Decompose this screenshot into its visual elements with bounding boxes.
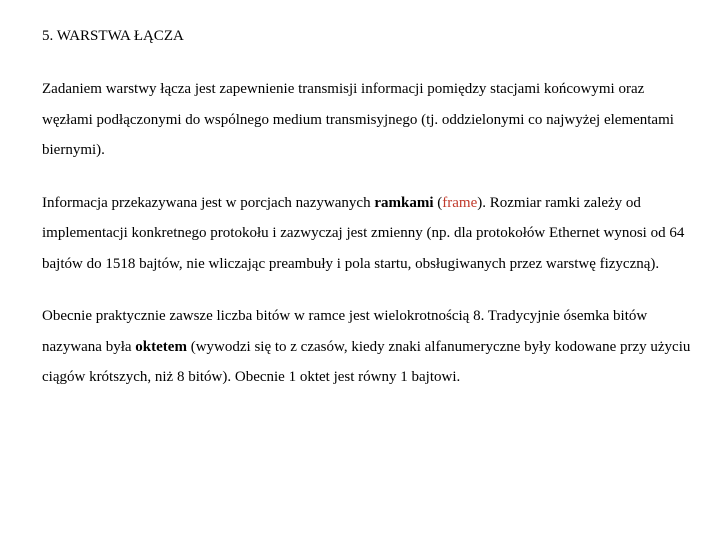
paragraph-2-after: ). Rozmiar ramki zależy od implementacji konkretnego protokołu i zazwyczaj jest zmienny (np. dla protokołów Ethernet wynosi od 64 bajtów do 1518 bajtów, nie wliczając preambuły i pola startu, obsługiwanych przez warstwę fizyczną). [42, 194, 685, 272]
term-frame: frame [442, 194, 478, 211]
paragraph-1-text: Zadaniem warstwy łącza jest zapewnienie transmisji informacji pomiędzy stacjami końcowymi oraz węzłami podłączonymi do wspólnego medium transmisyjnego (tj. oddzielonymi co najwyżej elementami biernymi). [42, 81, 674, 158]
paragraph-3-before: Obecnie praktycznie zawsze liczba bitów w ramce jest wielokrotnością 8. Tradycyjnie ósemka bitów nazywana była [42, 308, 648, 355]
paragraph-1 [42, 74, 692, 166]
paragraph-3-after: (wywodzi się to z czasów, kiedy znaki alfanumeryczne były kodowane przy użyciu ciągów krótszych, niż 8 bitów). Obecnie 1 oktet jest równy 1 bajtowi. [42, 338, 691, 385]
paragraph-2-before: Informacja przekazywana jest w porcjach nazywanych [42, 194, 375, 211]
document-page [42, 26, 692, 415]
paragraph-3 [42, 301, 692, 393]
paragraph-2-open-paren: ( [433, 194, 443, 211]
term-oktetem: oktetem [135, 338, 187, 355]
section-heading: 5. WARSTWA ŁĄCZA [42, 28, 184, 44]
paragraph-2 [42, 188, 692, 280]
term-ramkami: ramkami [374, 194, 434, 211]
